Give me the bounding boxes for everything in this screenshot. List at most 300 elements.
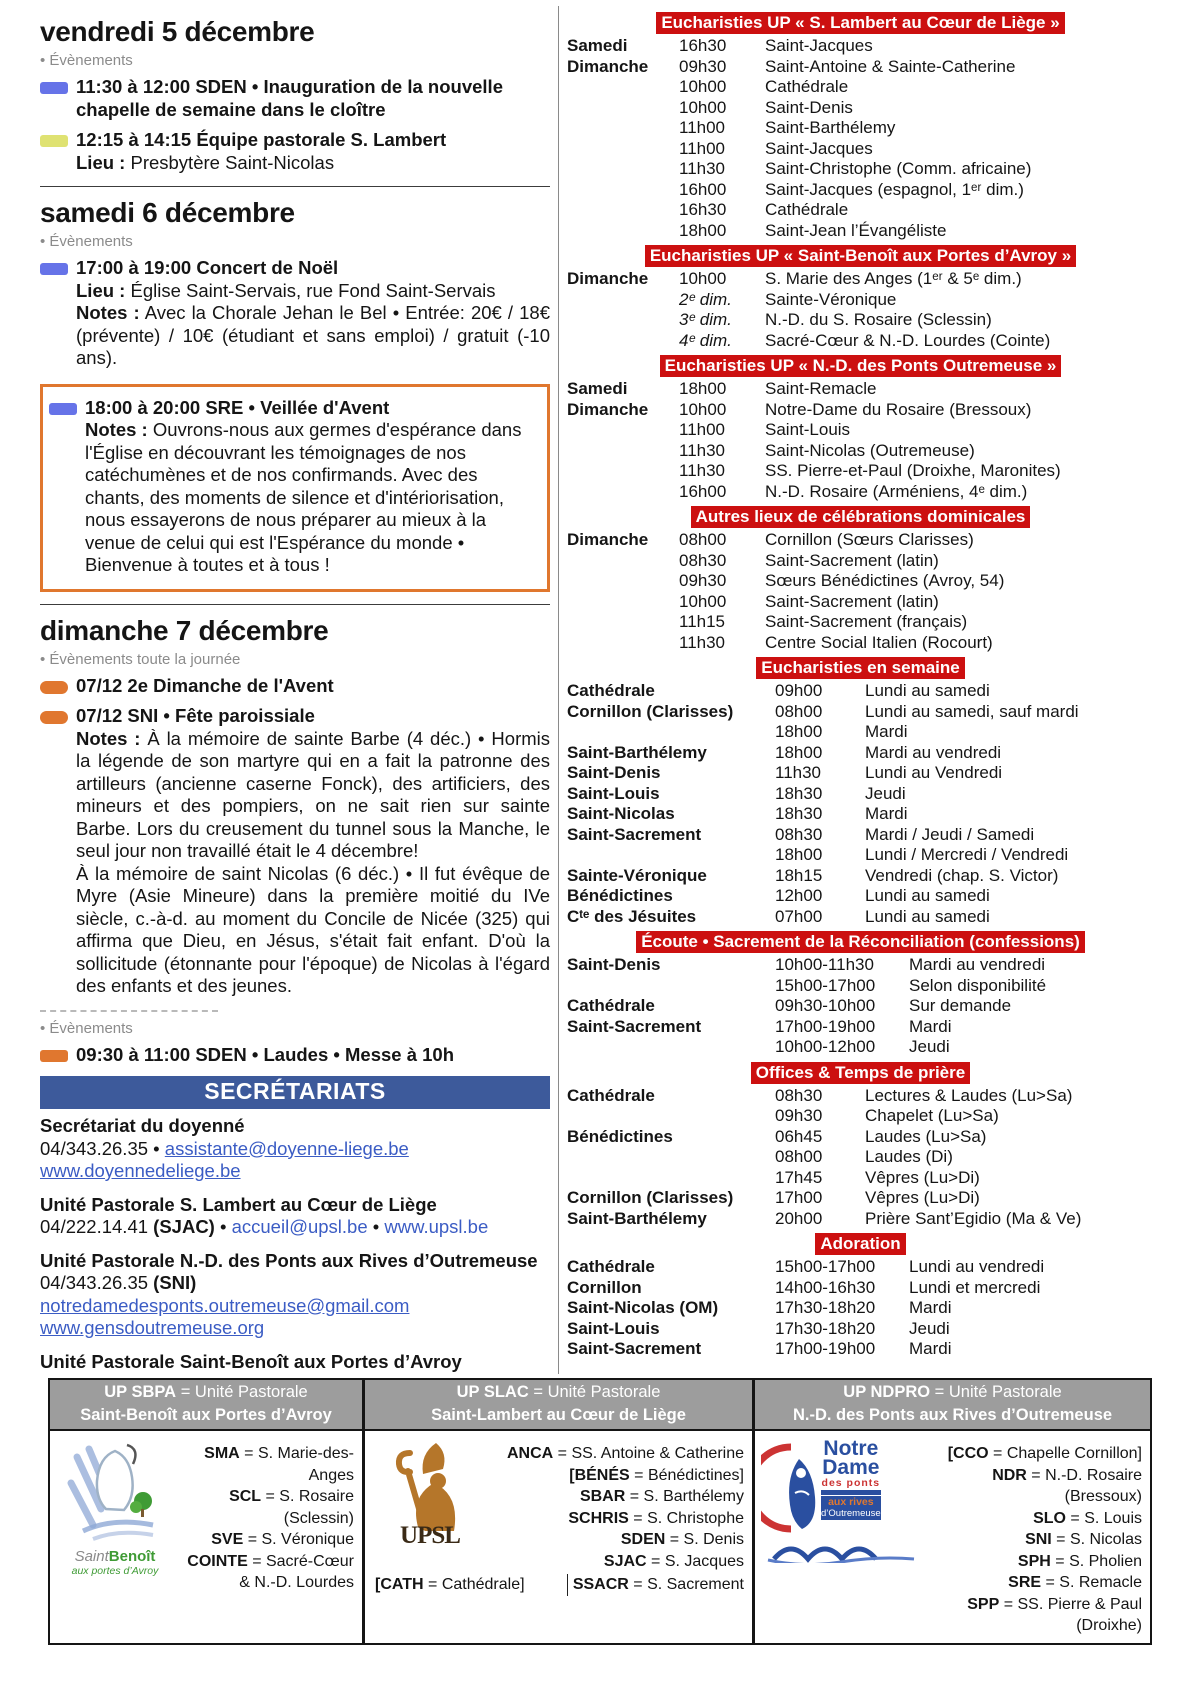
row-place: Saint-Nicolas xyxy=(567,804,675,823)
event-color-swatch xyxy=(40,681,68,694)
row-days: Lundi / Mercredi / Vendredi xyxy=(865,845,1069,864)
schedule-row xyxy=(567,976,1154,997)
row-days: Lundi au samedi xyxy=(865,886,990,905)
logo-text: des ponts xyxy=(821,1477,881,1489)
secretariat-up-slac: Unité Pastorale S. Lambert au Cœur de Liège 04/222.14.41 (SJAC) • accueil@upsl.be • www.upsl.be xyxy=(40,1194,550,1239)
row-days: Mardi xyxy=(909,1339,952,1358)
schedule-section-header: Eucharisties UP « S. Lambert au Cœur de Liège » xyxy=(567,12,1154,34)
row-day xyxy=(567,592,679,613)
row-time: 20h00 xyxy=(775,1208,823,1228)
schedule-section-header: Eucharisties en semaine xyxy=(567,657,1154,679)
row-place xyxy=(567,1106,775,1127)
schedule-section-header: Eucharisties UP « N.-D. des Ponts Outremeuse » xyxy=(567,355,1154,377)
secretariat-doyenne: Secrétariat du doyenné 04/343.26.35 • assistante@doyenne-liege.be www.doyennedeliege.be xyxy=(40,1115,550,1183)
row-days: Mardi xyxy=(909,1298,952,1317)
row-time: 11h00 xyxy=(679,138,726,158)
legend-entry: NDR = N.-D. Rosaire (Bressoux) xyxy=(992,1466,1142,1505)
footer-box-header: UP SBPA = Unité Pastorale Saint-Benoît aux Portes d’Avroy xyxy=(50,1380,362,1431)
events-label: • Évènements xyxy=(40,52,550,69)
row-day xyxy=(567,98,679,119)
schedule-row xyxy=(567,118,1154,139)
schedule-row xyxy=(567,1278,1154,1299)
row-place: Saint-Christophe (Comm. africaine) xyxy=(765,159,1032,178)
row-place: Cornillon (Sœurs Clarisses) xyxy=(765,530,974,549)
day-title-friday: vendredi 5 décembre xyxy=(40,16,315,47)
schedule-row xyxy=(567,784,1154,805)
row-place: Bénédictines xyxy=(567,1126,673,1146)
bridge-arches-image xyxy=(766,1539,916,1563)
upsl-logo xyxy=(371,1439,489,1572)
schedule-row xyxy=(567,379,1154,400)
logo-text: Saint xyxy=(74,1548,109,1565)
legend-entry: [BÉNÉS = Bénédictines] xyxy=(569,1466,744,1484)
secretariat-up-sbpa xyxy=(40,1351,550,1375)
schedule-table xyxy=(567,681,1154,927)
row-place: Saint-Barthélemy xyxy=(567,1208,707,1228)
event-location: Lieu : Église Saint-Servais, rue Fond Saint-Servais xyxy=(76,279,496,301)
schedule-row xyxy=(567,221,1154,242)
row-place xyxy=(567,1147,775,1168)
schedule-row xyxy=(567,400,1154,421)
email-link[interactable]: assistante@doyenne-liege.be xyxy=(164,1137,409,1159)
row-day xyxy=(567,420,679,441)
day-title-saturday: samedi 6 décembre xyxy=(40,197,295,228)
row-time: 07h00 xyxy=(775,906,823,926)
logo-text: aux rives xyxy=(821,1496,881,1508)
phone-number: 04/343.26.35 xyxy=(40,1137,149,1159)
footer-legend xyxy=(48,1378,1152,1645)
legend-entry: SRE = S. Remacle xyxy=(1008,1574,1142,1591)
row-time: 08h30 xyxy=(775,824,823,844)
row-time: 08h00 xyxy=(775,1147,823,1166)
schedule-table xyxy=(567,1086,1154,1230)
row-days: Selon disponibilité xyxy=(909,975,1047,995)
schedule-row xyxy=(567,592,1154,613)
event-title: 07/12 2e Dimanche de l'Avent xyxy=(76,674,334,696)
upsl-logo-image xyxy=(380,1439,480,1531)
schedule-row xyxy=(567,1257,1154,1278)
footer-box-header: UP SLAC = Unité Pastorale Saint-Lambert au Cœur de Liège xyxy=(365,1380,752,1431)
schedule-row xyxy=(567,1106,1154,1127)
event-color-swatch xyxy=(40,1050,68,1062)
schedule-section-header: Offices & Temps de prière xyxy=(567,1062,1154,1084)
row-day: Dimanche xyxy=(567,269,649,288)
website-link[interactable]: www.upsl.be xyxy=(384,1216,489,1237)
row-place: Saint-Louis xyxy=(765,420,851,439)
row-time: 18h00 xyxy=(775,845,823,864)
footer-box-header: UP NDPRO = Unité Pastorale N.-D. des Ponts aux Rives d’Outremeuse xyxy=(755,1380,1150,1431)
schedule-section-header: Écoute • Sacrement de la Réconciliation (confessions) xyxy=(567,931,1154,953)
schedule-row xyxy=(567,1147,1154,1168)
event-item xyxy=(40,129,550,174)
schedule-table xyxy=(567,36,1154,241)
day-section-friday xyxy=(40,16,550,174)
dashed-divider xyxy=(40,1010,218,1012)
event-notes-paragraph-2: À la mémoire de saint Nicolas (6 déc.) • Il fut évêque de Myre (Asie Mineure) dans la première moitié du IVe siècle, c.-à-d. au moment du Concile de Nicée (325) qui affirma que Dieu, en Jésus, s'était fait enfant. D'où la sollicitude (étonnante pour l'époque) de Nicolas à l'égard des enfants et des jeunes. xyxy=(76,862,550,996)
row-days: Lundi au samedi, sauf mardi xyxy=(865,701,1079,721)
legend-entry: SPH = S. Pholien xyxy=(1017,1552,1142,1570)
row-time-range: 09h30-10h00 xyxy=(775,996,876,1015)
logo-text: d’Outremeuse xyxy=(821,1508,881,1519)
row-time: 10h00 xyxy=(679,591,727,611)
schedule-row xyxy=(567,290,1154,311)
up-code: (SNI) xyxy=(153,1272,197,1293)
schedule-row xyxy=(567,482,1154,503)
schedule-row xyxy=(567,530,1154,551)
schedule-row xyxy=(567,139,1154,160)
legend-entry: COINTE = Sacré-Cœur xyxy=(187,1552,354,1570)
schedule-row xyxy=(567,886,1154,907)
row-place: Saint-Sacrement xyxy=(567,1339,702,1358)
schedule-row xyxy=(567,1086,1154,1107)
event-title: 07/12 SNI • Fête paroissiale xyxy=(76,705,315,726)
row-days: Lundi au samedi xyxy=(865,906,990,926)
logo-text: Benoît xyxy=(108,1548,156,1565)
row-place: S. Marie des Anges (1ᵉʳ & 5ᵉ dim.) xyxy=(765,269,1022,288)
schedule-row xyxy=(567,1037,1154,1058)
row-time-range: 10h00-12h00 xyxy=(775,1037,876,1056)
section-divider xyxy=(40,186,550,187)
email-link[interactable]: notredamedesponts.outremeuse@gmail.com xyxy=(40,1294,410,1316)
legend-entry: & N.-D. Lourdes xyxy=(239,1574,354,1591)
schedule-row xyxy=(567,825,1154,846)
event-item xyxy=(49,397,539,577)
column-divider xyxy=(558,6,559,1374)
schedule-section-header: Adoration xyxy=(567,1233,1154,1255)
row-place: Saint-Jacques xyxy=(765,138,873,158)
up-code xyxy=(153,1373,206,1374)
row-day: Dimanche xyxy=(567,399,649,419)
row-time: 18h00 xyxy=(679,379,727,398)
schedule-row xyxy=(567,907,1154,928)
row-place xyxy=(567,976,775,997)
schedule-section-header: Autres lieux de célébrations dominicales xyxy=(567,506,1154,528)
row-office: Vêpres (Lu>Di) xyxy=(865,1167,980,1187)
row-day xyxy=(567,441,679,462)
schedule-row xyxy=(567,77,1154,98)
schedule-table xyxy=(567,269,1154,351)
event-color-swatch xyxy=(40,82,68,94)
row-place: Saint-Sacrement (latin) xyxy=(765,550,939,570)
row-time: 09h30 xyxy=(775,1106,823,1125)
row-day: Dimanche xyxy=(567,56,649,76)
row-place: Sainte-Véronique xyxy=(765,289,897,309)
logo-text: UPSL xyxy=(400,1522,460,1549)
row-time: 06h45 xyxy=(775,1126,823,1146)
row-time-range: 15h00-17h00 xyxy=(775,975,876,995)
row-office: Lectures & Laudes (Lu>Sa) xyxy=(865,1085,1073,1105)
row-time: 18h00 xyxy=(775,742,823,762)
schedule-row xyxy=(567,743,1154,764)
legend-entry: SPP = SS. Pierre & Paul (Droixhe) xyxy=(967,1595,1142,1634)
event-item xyxy=(40,257,550,370)
row-office: Vêpres (Lu>Di) xyxy=(865,1188,980,1207)
row-time: 16h30 xyxy=(679,36,727,55)
row-office: Prière Sant’Egidio (Ma & Ve) xyxy=(865,1208,1082,1228)
row-days: Sur demande xyxy=(909,996,1012,1015)
event-title: 17:00 à 19:00 Concert de Noël xyxy=(76,257,339,278)
row-day xyxy=(567,612,679,633)
day-section-saturday xyxy=(40,197,550,592)
row-place: Saint-Denis xyxy=(567,955,661,974)
row-time: 18h15 xyxy=(775,865,823,885)
row-time: 10h00 xyxy=(679,269,727,288)
secretariat-name: Secrétariat du doyenné xyxy=(40,1115,245,1136)
row-place: Saint-Sacrement (français) xyxy=(765,612,968,631)
row-time: 18h00 xyxy=(679,220,727,240)
row-time: 4ᵉ dim. xyxy=(679,330,732,350)
row-office: Laudes (Lu>Sa) xyxy=(865,1126,987,1146)
row-place: Saint-Sacrement xyxy=(567,1016,702,1036)
schedule-row xyxy=(567,159,1154,180)
schedule-row xyxy=(567,551,1154,572)
row-day xyxy=(567,139,679,160)
abbreviation-legend xyxy=(921,1439,1142,1637)
legend-entry: SBAR = S. Barthélemy xyxy=(579,1488,744,1505)
row-place: Cornillon (Clarisses) xyxy=(567,701,734,721)
row-place: Bénédictines xyxy=(567,886,673,905)
legend-entry: SJAC = S. Jacques xyxy=(603,1552,744,1570)
row-time: 11h00 xyxy=(679,420,726,439)
row-time: 11h30 xyxy=(679,461,726,480)
row-place: Saint-Sacrement xyxy=(567,824,702,844)
legend-entry: SLO = S. Louis xyxy=(1033,1509,1142,1527)
event-color-swatch xyxy=(49,403,77,415)
legend-entry: SVE = S. Véronique xyxy=(211,1531,354,1548)
row-day xyxy=(567,221,679,242)
row-days: Mardi / Jeudi / Samedi xyxy=(865,824,1035,844)
logo-text: Dame xyxy=(822,1456,880,1479)
up-code: (SJAC) xyxy=(153,1216,215,1237)
row-day: Dimanche xyxy=(567,530,649,549)
row-place: Saint-Remacle xyxy=(765,379,877,398)
event-item xyxy=(40,675,550,698)
row-place: Saint-Jacques (espagnol, 1ᵉʳ dim.) xyxy=(765,179,1024,199)
notre-dame-logo xyxy=(761,1439,921,1637)
row-time: 11h30 xyxy=(679,632,726,652)
row-time: 3ᵉ dim. xyxy=(679,310,732,329)
row-time: 09h30 xyxy=(679,571,727,590)
row-time-range: 15h00-17h00 xyxy=(775,1257,876,1276)
row-place: Cᵗᵉ des Jésuites xyxy=(567,906,697,926)
row-days: Jeudi xyxy=(909,1318,950,1338)
schedules-column xyxy=(567,6,1154,1374)
schedule-row xyxy=(567,845,1154,866)
row-time: 18h00 xyxy=(775,722,823,741)
row-place: Cathédrale xyxy=(567,681,655,700)
row-day xyxy=(567,331,679,352)
schedule-row xyxy=(567,57,1154,78)
row-place: Cathédrale xyxy=(765,200,849,219)
legend-entry: SMA = S. Marie-des-Anges xyxy=(204,1445,354,1484)
legend-bottom-row xyxy=(365,1574,752,1600)
phone-number xyxy=(40,1373,148,1374)
notre-dame-logo-image xyxy=(761,1439,823,1539)
events-label: • Évènements xyxy=(40,1020,550,1037)
schedule-row xyxy=(567,996,1154,1017)
event-notes: Notes : Ouvrons-nous aux germes d'espérance dans l'Église en découvrant les témoignages de nos catéchumènes et de nos confirmands. Avec des chants, des moments de silence et d'intériorisation, nous essayerons de nous préparer au mieux à la venue de celui qui est l'Espérance du monde • Bienvenue à toutes et à tous ! xyxy=(85,419,522,575)
row-place: Saint-Louis xyxy=(567,783,660,803)
legend-entry: [CCO = Chapelle Cornillon] xyxy=(947,1445,1142,1462)
row-time-range: 10h00-11h30 xyxy=(775,955,874,974)
row-place: Cornillon xyxy=(567,1277,642,1297)
website-link[interactable]: www.doyennedeliege.be xyxy=(40,1160,241,1181)
schedule-row xyxy=(567,200,1154,221)
row-place: Saint-Denis xyxy=(567,763,661,782)
event-location: Lieu : Presbytère Saint-Nicolas xyxy=(76,151,335,173)
saint-benoit-logo xyxy=(56,1439,174,1594)
schedule-table xyxy=(567,1257,1154,1360)
row-place: Saint-Louis xyxy=(567,1318,660,1338)
abbreviation-legend xyxy=(174,1439,354,1594)
row-day xyxy=(567,461,679,482)
row-place: Saint-Antoine & Sainte-Catherine xyxy=(765,56,1016,76)
schedule-table xyxy=(567,530,1154,653)
row-day xyxy=(567,290,679,311)
phone-number: 04/222.14.41 xyxy=(40,1216,149,1237)
secretariat-up-ndpro xyxy=(40,1250,550,1340)
row-time: 08h30 xyxy=(775,1085,823,1105)
row-time: 16h30 xyxy=(679,200,727,219)
schedule-row xyxy=(567,441,1154,462)
event-item xyxy=(40,1044,550,1067)
secretariat-name: Unité Pastorale N.-D. des Ponts aux Rives d’Outremeuse xyxy=(40,1249,538,1271)
secretariats-banner: SECRÉTARIATS xyxy=(40,1076,550,1109)
schedule-row xyxy=(567,1209,1154,1230)
row-day xyxy=(567,180,679,201)
website-link[interactable]: www.gensdoutremeuse.org xyxy=(40,1317,265,1338)
row-time: 08h30 xyxy=(679,550,727,570)
row-day xyxy=(567,551,679,572)
row-day xyxy=(567,159,679,180)
footer-box-sbpa xyxy=(48,1378,364,1645)
row-time-range: 17h00-19h00 xyxy=(775,1016,876,1036)
row-time: 18h30 xyxy=(775,804,823,823)
schedule-row xyxy=(567,804,1154,825)
row-place: Cathédrale xyxy=(567,1085,655,1105)
row-days: Jeudi xyxy=(909,1037,950,1056)
schedule-row xyxy=(567,310,1154,331)
schedule-row xyxy=(567,633,1154,654)
events-label: • Évènements xyxy=(40,233,550,250)
row-days: Mardi au vendredi xyxy=(909,955,1046,974)
schedule-row xyxy=(567,269,1154,290)
row-day: Samedi xyxy=(567,36,628,55)
secretariat-name: Unité Pastorale S. Lambert au Cœur de Liège xyxy=(40,1193,437,1215)
section-divider xyxy=(40,604,550,605)
row-place: Saint-Denis xyxy=(765,97,853,117)
row-day xyxy=(567,571,679,592)
schedule-row xyxy=(567,702,1154,723)
row-time: 17h45 xyxy=(775,1167,823,1187)
row-days: Lundi au Vendredi xyxy=(865,763,1003,782)
row-days: Vendredi (chap. S. Victor) xyxy=(865,865,1059,885)
row-place: Cathédrale xyxy=(567,996,655,1015)
saint-benoit-logo-image xyxy=(63,1439,167,1547)
schedule-row xyxy=(567,722,1154,743)
schedule-row xyxy=(567,1168,1154,1189)
schedule-table xyxy=(567,379,1154,502)
schedule-row xyxy=(567,1017,1154,1038)
row-place: N.-D. du S. Rosaire (Sclessin) xyxy=(765,310,992,329)
row-day xyxy=(567,200,679,221)
schedule-row xyxy=(567,1339,1154,1360)
row-place: Cathédrale xyxy=(567,1257,655,1276)
row-place: Saint-Jacques xyxy=(765,36,873,55)
legend-entry: SCHRIS = S. Christophe xyxy=(568,1509,744,1527)
footer-box-ndpro xyxy=(754,1378,1152,1645)
legend-entry: SCL = S. Rosaire (Sclessin) xyxy=(229,1488,354,1527)
row-days: Lundi au vendredi xyxy=(909,1257,1045,1276)
row-place xyxy=(567,1037,775,1058)
row-time: 10h00 xyxy=(679,399,727,419)
row-day: Samedi xyxy=(567,379,628,398)
day-title-sunday: dimanche 7 décembre xyxy=(40,614,329,646)
row-days: Mardi xyxy=(865,722,908,741)
event-title: 18:00 à 20:00 SRE • Veillée d'Avent xyxy=(85,396,390,418)
row-place: Saint-Sacrement (latin) xyxy=(765,591,939,611)
row-time: 09h30 xyxy=(679,56,727,76)
row-time: 11h00 xyxy=(679,118,726,137)
schedule-row xyxy=(567,612,1154,633)
row-place: Sacré-Cœur & N.-D. Lourdes (Cointe) xyxy=(765,330,1051,350)
row-days: Mardi au vendredi xyxy=(865,742,1002,762)
row-place: Saint-Nicolas (Outremeuse) xyxy=(765,440,975,460)
row-time: 2ᵉ dim. xyxy=(679,289,732,309)
schedule-row xyxy=(567,763,1154,784)
row-day xyxy=(567,77,679,98)
legend-entry: SSACR = S. Sacrement xyxy=(567,1574,744,1596)
row-office: Chapelet (Lu>Sa) xyxy=(865,1106,999,1125)
schedule-row xyxy=(567,1319,1154,1340)
row-time: 12h00 xyxy=(775,886,823,905)
row-day xyxy=(567,633,679,654)
row-place: SS. Pierre-et-Paul (Droixhe, Maronites) xyxy=(765,461,1061,480)
row-place: Sœurs Bénédictines (Avroy, 54) xyxy=(765,571,1005,590)
schedule-row xyxy=(567,1298,1154,1319)
row-time: 11h15 xyxy=(679,612,726,631)
row-place: Saint-Nicolas (OM) xyxy=(567,1298,719,1317)
row-days: Mardi xyxy=(865,804,908,823)
email-link[interactable] xyxy=(223,1373,438,1374)
agenda-column xyxy=(40,6,550,1374)
legend-entry: [CATH = Cathédrale] xyxy=(375,1576,525,1593)
row-place: Saint-Jean l’Évangéliste xyxy=(765,220,947,240)
footer-box-slac xyxy=(364,1378,754,1645)
row-time-range: 17h30-18h20 xyxy=(775,1318,876,1338)
row-place: Notre-Dame du Rosaire (Bressoux) xyxy=(765,399,1032,419)
row-time: 16h00 xyxy=(679,179,727,199)
row-time-range: 17h30-18h20 xyxy=(775,1298,876,1317)
schedule-row xyxy=(567,461,1154,482)
logo-text: Notre xyxy=(823,1437,879,1460)
email-link[interactable]: accueil@upsl.be xyxy=(231,1216,368,1237)
row-time: 11h30 xyxy=(775,763,822,782)
schedule-row xyxy=(567,1188,1154,1209)
row-time: 17h00 xyxy=(775,1188,823,1207)
row-day xyxy=(567,482,679,503)
schedule-row xyxy=(567,180,1154,201)
schedule-row xyxy=(567,36,1154,57)
row-time: 16h00 xyxy=(679,481,727,501)
schedule-row xyxy=(567,866,1154,887)
event-notes: Notes : À la mémoire de sainte Barbe (4 déc.) • Hormis la légende de son martyre qui en a fait la patronne des artilleurs (ancienne caserne Fonck), des artificiers, des mineurs et des pompiers, on ne sait rien sur sainte Barbe. Lors du creusement du tunnel sous la Manche, le seul jour non travaillé était le 4 décembre! xyxy=(76,727,550,861)
event-title: 11:30 à 12:00 SDEN • Inauguration de la nouvelle chapelle de semaine dans le cloître xyxy=(76,76,503,120)
row-place: N.-D. Rosaire (Arméniens, 4ᵉ dim.) xyxy=(765,481,1028,501)
row-time: 11h30 xyxy=(679,440,726,460)
row-time: 11h30 xyxy=(679,159,726,178)
phone-number: 04/343.26.35 xyxy=(40,1272,149,1293)
